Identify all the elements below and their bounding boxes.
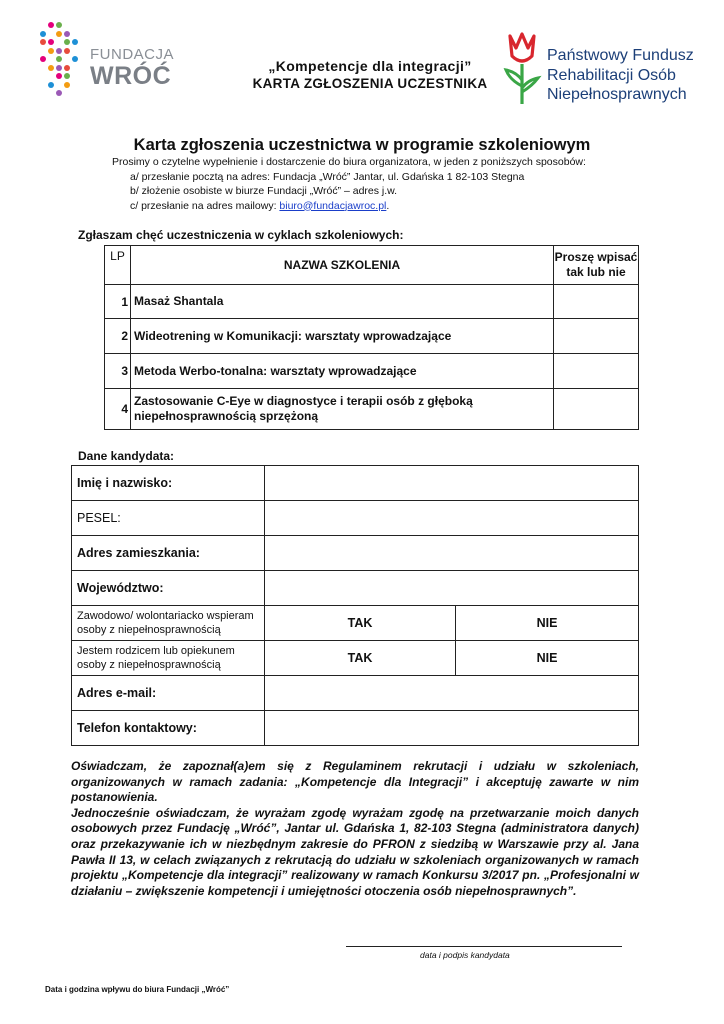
instructions-line2: a/ przesłanie pocztą na adres: Fundacja „Wróć” Jantar, ul. Gdańska 1 82-103 Stegna: [130, 170, 525, 183]
province-field[interactable]: [265, 571, 639, 606]
parent-label: [72, 641, 265, 676]
candidate-table: [71, 465, 639, 746]
logo-dot: [40, 39, 46, 45]
email-row: [72, 676, 639, 711]
address-row: [72, 536, 639, 571]
name-label: Imię i nazwisko:: [72, 466, 265, 501]
pfron-logo: [500, 30, 710, 110]
instructions-line1: Prosimy o czytelne wypełnienie i dostarczenie do biura organizatora, w jeden z poniższych sposobów:: [112, 156, 586, 168]
row-number: 2: [105, 319, 131, 354]
instructions: [112, 155, 586, 213]
name-field[interactable]: [265, 466, 639, 501]
logo-dot: [64, 82, 70, 88]
email-link[interactable]: biuro@fundacjawroc.pl: [279, 199, 387, 212]
volunteer-label: [72, 606, 265, 641]
table-row: [105, 285, 639, 319]
logo-dot: [72, 39, 78, 45]
logo-dot: [48, 22, 54, 28]
answer-cell[interactable]: [554, 389, 639, 430]
pesel-row: [72, 501, 639, 536]
address-field[interactable]: [265, 536, 639, 571]
logo-dot: [48, 65, 54, 71]
consent-declaration: [71, 759, 639, 899]
receipt-note: Data i godzina wpływu do biura Fundacji „Wróć”: [45, 985, 230, 994]
training-name: Wideotrening w Komunikacji: warsztaty wprowadzające: [131, 319, 554, 354]
training-name-line1: Zastosowanie C-Eye w diagnostyce i terapii osób z głęboką: [134, 394, 473, 408]
answer-cell[interactable]: [554, 319, 639, 354]
tulip-icon: [500, 30, 544, 106]
logo-dot: [48, 39, 54, 45]
pfron-line2: Rehabilitacji Osób: [547, 66, 676, 84]
instructions-line4-suffix: .: [386, 199, 390, 212]
col-name: NAZWA SZKOLENIA: [131, 246, 554, 285]
col-lp: LP: [105, 246, 131, 285]
logo-dot: [64, 39, 70, 45]
form-header: [190, 58, 550, 91]
address-label: Adres zamieszkania:: [72, 536, 265, 571]
row-number: 3: [105, 354, 131, 389]
email-field[interactable]: [265, 676, 639, 711]
table-row: [105, 319, 639, 354]
logo-dot: [56, 48, 62, 54]
row-number: 1: [105, 285, 131, 319]
parent-label-line2: osoby z niepełnosprawnością: [77, 659, 221, 671]
logo-dot: [56, 31, 62, 37]
volunteer-yes-option[interactable]: TAK: [265, 606, 456, 641]
declaration-paragraph-1: Oświadczam, że zapoznał(a)em się z Regulaminem rekrutacji i udziału w szkoleniach, organizowanych w ramach zadania: „Kompetencje dla Integracji” i akceptuję zawarte w nim postanowienia.: [71, 759, 639, 805]
instructions-line4: [112, 199, 586, 214]
province-label: Województwo:: [72, 571, 265, 606]
col-answer: [554, 246, 639, 285]
col-answer-line1: Proszę wpisać: [554, 250, 638, 264]
email-label: Adres e-mail:: [72, 676, 265, 711]
pesel-label: PESEL:: [72, 501, 265, 536]
candidate-heading: Dane kandydata:: [78, 449, 175, 463]
logo-dots-icon: [40, 22, 82, 98]
pesel-field[interactable]: [265, 501, 639, 536]
signature-line[interactable]: [346, 946, 622, 947]
phone-row: [72, 711, 639, 746]
logo-dot: [56, 22, 62, 28]
logo-dot: [48, 48, 54, 54]
phone-field[interactable]: [265, 711, 639, 746]
signature-caption: data i podpis kandydata: [420, 950, 510, 960]
logo-dot: [40, 31, 46, 37]
logo-dot: [56, 56, 62, 62]
logo-dot: [56, 73, 62, 79]
document-title: Karta zgłoszenia uczestnictwa w programie szkoleniowym: [133, 136, 591, 154]
table-header-row: [105, 246, 639, 285]
name-row: [72, 466, 639, 501]
logo-dot: [64, 65, 70, 71]
training-name: Metoda Werbo-tonalna: warsztaty wprowadzające: [131, 354, 554, 389]
volunteer-label-line2: osoby z niepełnosprawnością: [77, 624, 221, 636]
province-row: [72, 571, 639, 606]
training-name-line2: niepełnosprawnością sprzężoną: [134, 409, 319, 423]
trainings-table: [104, 245, 639, 430]
phone-label: Telefon kontaktowy:: [72, 711, 265, 746]
instructions-line4-prefix: c/ przesłanie na adres mailowy:: [130, 199, 280, 212]
training-name: [131, 389, 554, 430]
pfron-line1: Państwowy Fundusz: [547, 47, 694, 64]
project-name: „Kompetencje dla integracji”: [268, 58, 472, 74]
parent-no-option[interactable]: NIE: [456, 641, 639, 676]
volunteer-label-line1: Zawodowo/ wolontariacko wspieram: [77, 610, 254, 622]
logo-dot: [40, 56, 46, 62]
table-row: [105, 354, 639, 389]
answer-cell[interactable]: [554, 285, 639, 319]
declaration-paragraph-2: Jednocześnie oświadczam, że wyrażam zgodę wyrażam zgodę na przetwarzanie moich danych osobowych przez Fundację „Wróć”, Jantar ul. Gdańska 1, 82-103 Stegna (administratora danych) oraz przekazywanie ich w niezbędnym zakresie do PFRON z siedzibą w Warszawie przy al. Jana Pawła II 13, w celach związanych z rekrutacją do udziału w szkoleniach organizowanych w ramach projektu „Kompetencje dla integracji” realizowany w ramach Konkursu 3/2017 pn. „Profesjonalni w działaniu – zwiększenie kompetencji i umiejętności otoczenia osób niepełnosprawnych”.: [71, 805, 639, 898]
fundacja-wroc-logo: [40, 22, 180, 102]
trainings-heading: Zgłaszam chęć uczestniczenia w cyklach szkoleniowych:: [78, 228, 404, 242]
volunteer-no-option[interactable]: NIE: [456, 606, 639, 641]
pfron-name: [547, 46, 694, 105]
form-title: KARTA ZGŁOSZENIA UCZESTNIKA: [252, 76, 488, 91]
row-number: 4: [105, 389, 131, 430]
answer-cell[interactable]: [554, 354, 639, 389]
logo-dot: [64, 73, 70, 79]
logo-dot: [64, 31, 70, 37]
logo-left-line1: FUNDACJA: [90, 46, 175, 63]
logo-dot: [56, 90, 62, 96]
parent-row: [72, 641, 639, 676]
logo-dot: [56, 65, 62, 71]
logo-dot: [72, 56, 78, 62]
logo-dot: [64, 48, 70, 54]
parent-yes-option[interactable]: TAK: [265, 641, 456, 676]
table-row: [105, 389, 639, 430]
volunteer-row: [72, 606, 639, 641]
col-answer-line2: tak lub nie: [566, 265, 626, 279]
parent-label-line1: Jestem rodzicem lub opiekunem: [77, 645, 235, 657]
logo-dot: [48, 82, 54, 88]
training-name: Masaż Shantala: [131, 285, 554, 319]
instructions-line3: b/ złożenie osobiste w biurze Fundacji „Wróć” – adres j.w.: [130, 185, 398, 197]
pfron-line3: Niepełnosprawnych: [547, 86, 687, 103]
logo-left-line2: WRÓĆ: [90, 62, 172, 90]
